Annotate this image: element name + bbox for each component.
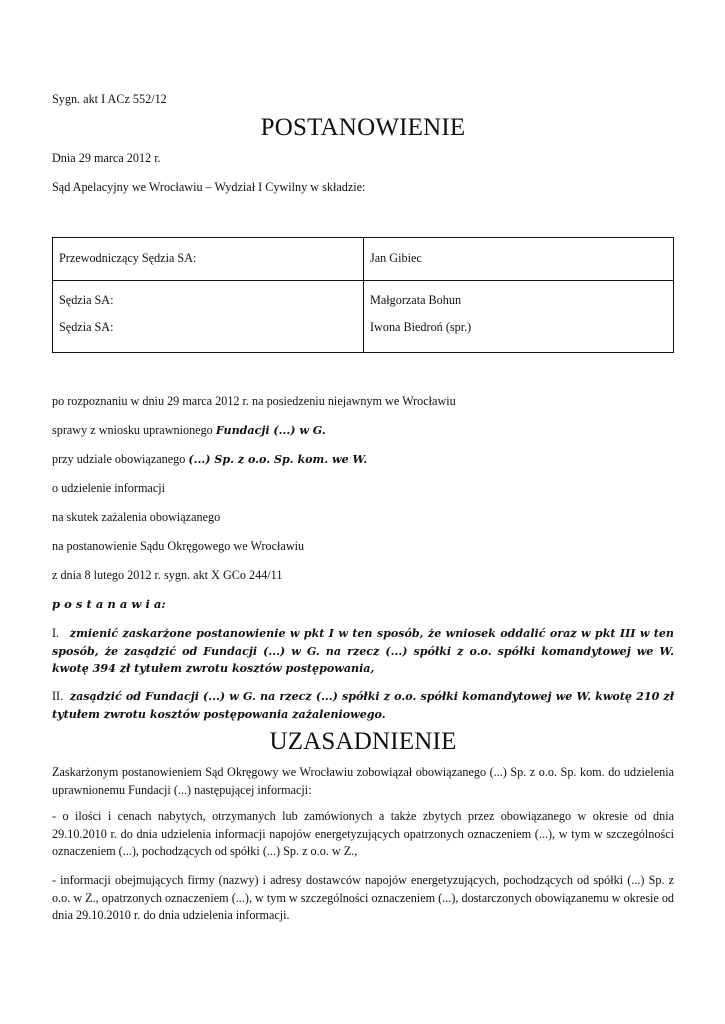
table-row-divider [53,280,673,281]
table-column-divider [363,238,364,352]
justification-paragraph: Zaskarżonym postanowieniem Sąd Okręgowy we Wrocławiu zobowiązał obowiązanego (...) Sp. z o.o. Sp. kom. do udzielenia uprawnionemu Fundacji (...) następującej informacji: [52,765,674,797]
ruling-text: zmienić zaskarżone postanowienie w pkt I w ten sposób, że wniosek oddalić oraz w pkt III w ten sposób, że zasądzić od Fundacji (...) w G. na rzecz (...) spółki z o.o. spółki komandytowej we W. kwotę 394 zł tytułem zwrotu kosztów postępowania, [52,627,674,675]
document-date: Dnia 29 marca 2012 r. [52,151,161,165]
presiding-judge-name: Jan Gibiec [370,251,422,265]
intro-line: sprawy z wniosku uprawnionego Fundacji (...) w G. [52,423,326,437]
applicant-name: Fundacji (...) w G. [215,424,326,437]
justification-paragraph: - o ilości i cenach nabytych, otrzymanych lub zamówionych a także zbytych przez obowiązanego w okresie od dnia 29.10.2010 r. do dnia udzielenia informacji napojów energetyzujących opatrzonych oznaczeniem (...), w tym w szczególności oznaczeniem (...), pochodzących od spółki (...) Sp. z o.o. w Z., [52,809,674,858]
judge-name: Małgorzata Bohun [370,293,462,307]
court-line: Sąd Apelacyjny we Wrocławiu – Wydział I Cywilny w składzie: [52,180,366,194]
reporting-judge-name: Iwona Biedroń (spr.) [370,320,472,334]
document-title: POSTANOWIENIE [260,114,466,141]
ruling-number: II. [52,689,64,703]
judge-role: Sędzia SA: [59,320,114,334]
decision-heading: p o s t a n a w i a: [52,597,166,611]
obligated-party-name: (...) Sp. z o.o. Sp. kom. we W. [188,453,368,466]
ruling-item [52,625,674,678]
intro-line: po rozpoznaniu w dniu 29 marca 2012 r. na posiedzeniu niejawnym we Wrocławiu [52,394,456,408]
court-composition-table [52,237,674,353]
justification-title: UZASADNIENIE [269,728,457,755]
judge-role: Sędzia SA: [59,293,114,307]
presiding-judge-role: Przewodniczący Sędzia SA: [59,251,197,265]
case-number: Sygn. akt I ACz 552/12 [52,92,167,106]
ruling-number: I. [52,626,60,640]
justification-paragraph: - informacji obejmujących firmy (nazwy) i adresy dostawców napojów energetyzujących, pochodzących od spółki (...) Sp. z o.o. w Z., opatrzonych oznaczeniem (...), w tym w szczególności oznaczeniem (...), dostarczonych obowiązanemu w okresie od dnia 29.10.2010 r. do dnia udzielenia informacji. [52,873,675,922]
intro-line: na postanowienie Sądu Okręgowego we Wrocławiu [52,539,305,553]
ruling-text: zasądzić od Fundacji (...) w G. na rzecz (...) spółki z o.o. spółki komandytowej we W. kwotę 210 zł tytułem zwrotu kosztów postępowania zażaleniowego. [52,690,674,721]
intro-line: o udzielenie informacji [52,481,166,495]
intro-line: przy udziale obowiązanego (...) Sp. z o.o. Sp. kom. we W. [52,452,368,466]
intro-line: na skutek zażalenia obowiązanego [52,510,221,524]
ruling-item [52,688,674,723]
intro-line: z dnia 8 lutego 2012 r. sygn. akt X GCo 244/11 [52,568,283,582]
